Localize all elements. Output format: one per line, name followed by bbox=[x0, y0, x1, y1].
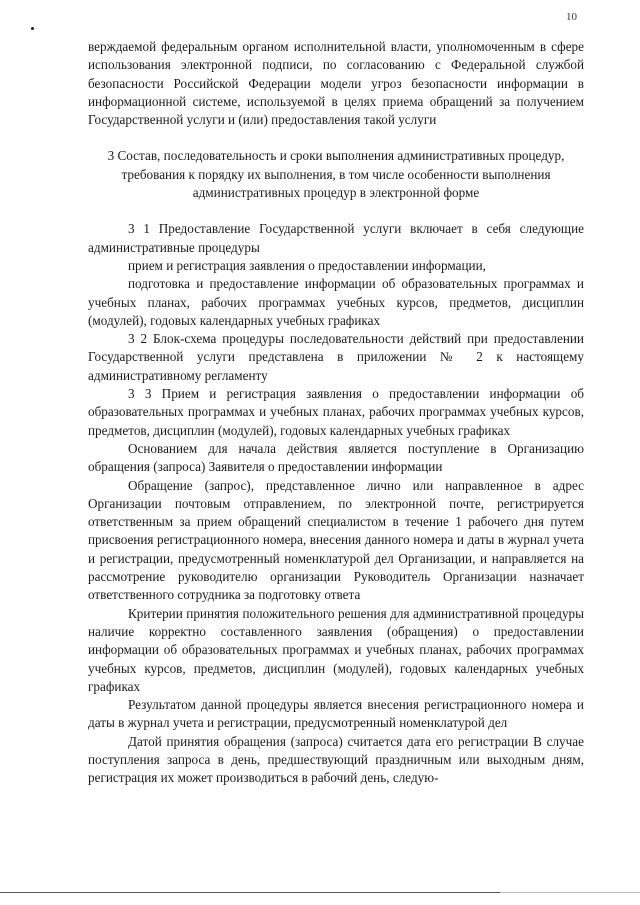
paragraph-list-item-2: подготовка и предоставление информации об образовательных программах и учебных планах, рабочих программах учебных курсов, предметов, дисциплин (модулей), годовых календарных учебных графиках bbox=[88, 276, 584, 328]
document-body bbox=[88, 38, 584, 788]
paragraph-basis: Основанием для начала действия является поступление в Организацию обращения (запроса) Заявителя о предоставлении информации bbox=[88, 440, 584, 475]
paragraph-3-1: 3 1 Предоставление Государственной услуги включает в себя следующие административные процедуры bbox=[88, 221, 584, 255]
paragraph-criteria: Критерии принятия положительного решения для административной процедуры наличие корректно составленного заявления (обращения) о предоставлении информации об образовательных программах и учебных планах, рабочих программах учебных курсов, предметов, дисциплин (модулей), годовых календарных учебных графиках bbox=[88, 605, 584, 694]
scan-bottom-edge bbox=[0, 892, 500, 893]
scan-dot-mark bbox=[31, 27, 34, 30]
paragraph-list-item-1: прием и регистрация заявления о предоставлении информации, bbox=[128, 257, 486, 273]
paragraph-registration: Обращение (запрос), представленное лично или направленное в адрес Организации почтовым отправлением, по электронной почте, регистрируется ответственным за прием обращений специалистом в течение 1 рабочего дня путем присвоения регистрационного номера, внесения данного номера и даты в журнал учета и регистрации, предусмотренный номенклатурой дел Организации, и направляется на рассмотрение руководителю организации Руководитель Организации назначает ответственного сотрудника за подготовку ответа bbox=[88, 477, 584, 603]
paragraph-result: Результатом данной процедуры является внесения регистрационного номера и даты в журнал учета и регистрации, предусмотренный номенклатурой дел bbox=[88, 697, 584, 731]
paragraph-3-3: 3 3 Прием и регистрация заявления о предоставлении информации об образовательных программах и учебных планах, рабочих программах учебных курсов, предметов, дисциплин (модулей), годовых календарных учебных графиках bbox=[88, 386, 584, 438]
paragraph-continuation: верждаемой федеральным органом исполнительной власти, уполномоченным в сфере использования электронной подписи, по согласованию с Федеральной службой безопасности Российской Федерации модели угроз безопасности информации в информационной системе, используемой в целях приема обращений за получением Государственной услуги и (или) предоставления такой услуги bbox=[88, 39, 584, 128]
page-number: 10 bbox=[566, 11, 577, 23]
paragraph-3-2: 3 2 Блок-схема процедуры последовательности действий при предоставлении Государственной услуги представлена в приложении № 2 к настоящему административному регламенту bbox=[88, 331, 584, 383]
paragraph-acceptance-date: Датой принятия обращения (запроса) считается дата его регистрации В случае поступления запроса в день, предшествующий праздничным или выходным дням, регистрация их может производиться в рабочий день, следую- bbox=[88, 733, 584, 786]
scan-bottom-edge-faint bbox=[500, 892, 640, 893]
section-heading: 3 Состав, последовательность и сроки выполнения административных процедур, требования к порядку их выполнения, в том числе особенности выполнения административных процедур в электронной форме bbox=[107, 148, 565, 201]
